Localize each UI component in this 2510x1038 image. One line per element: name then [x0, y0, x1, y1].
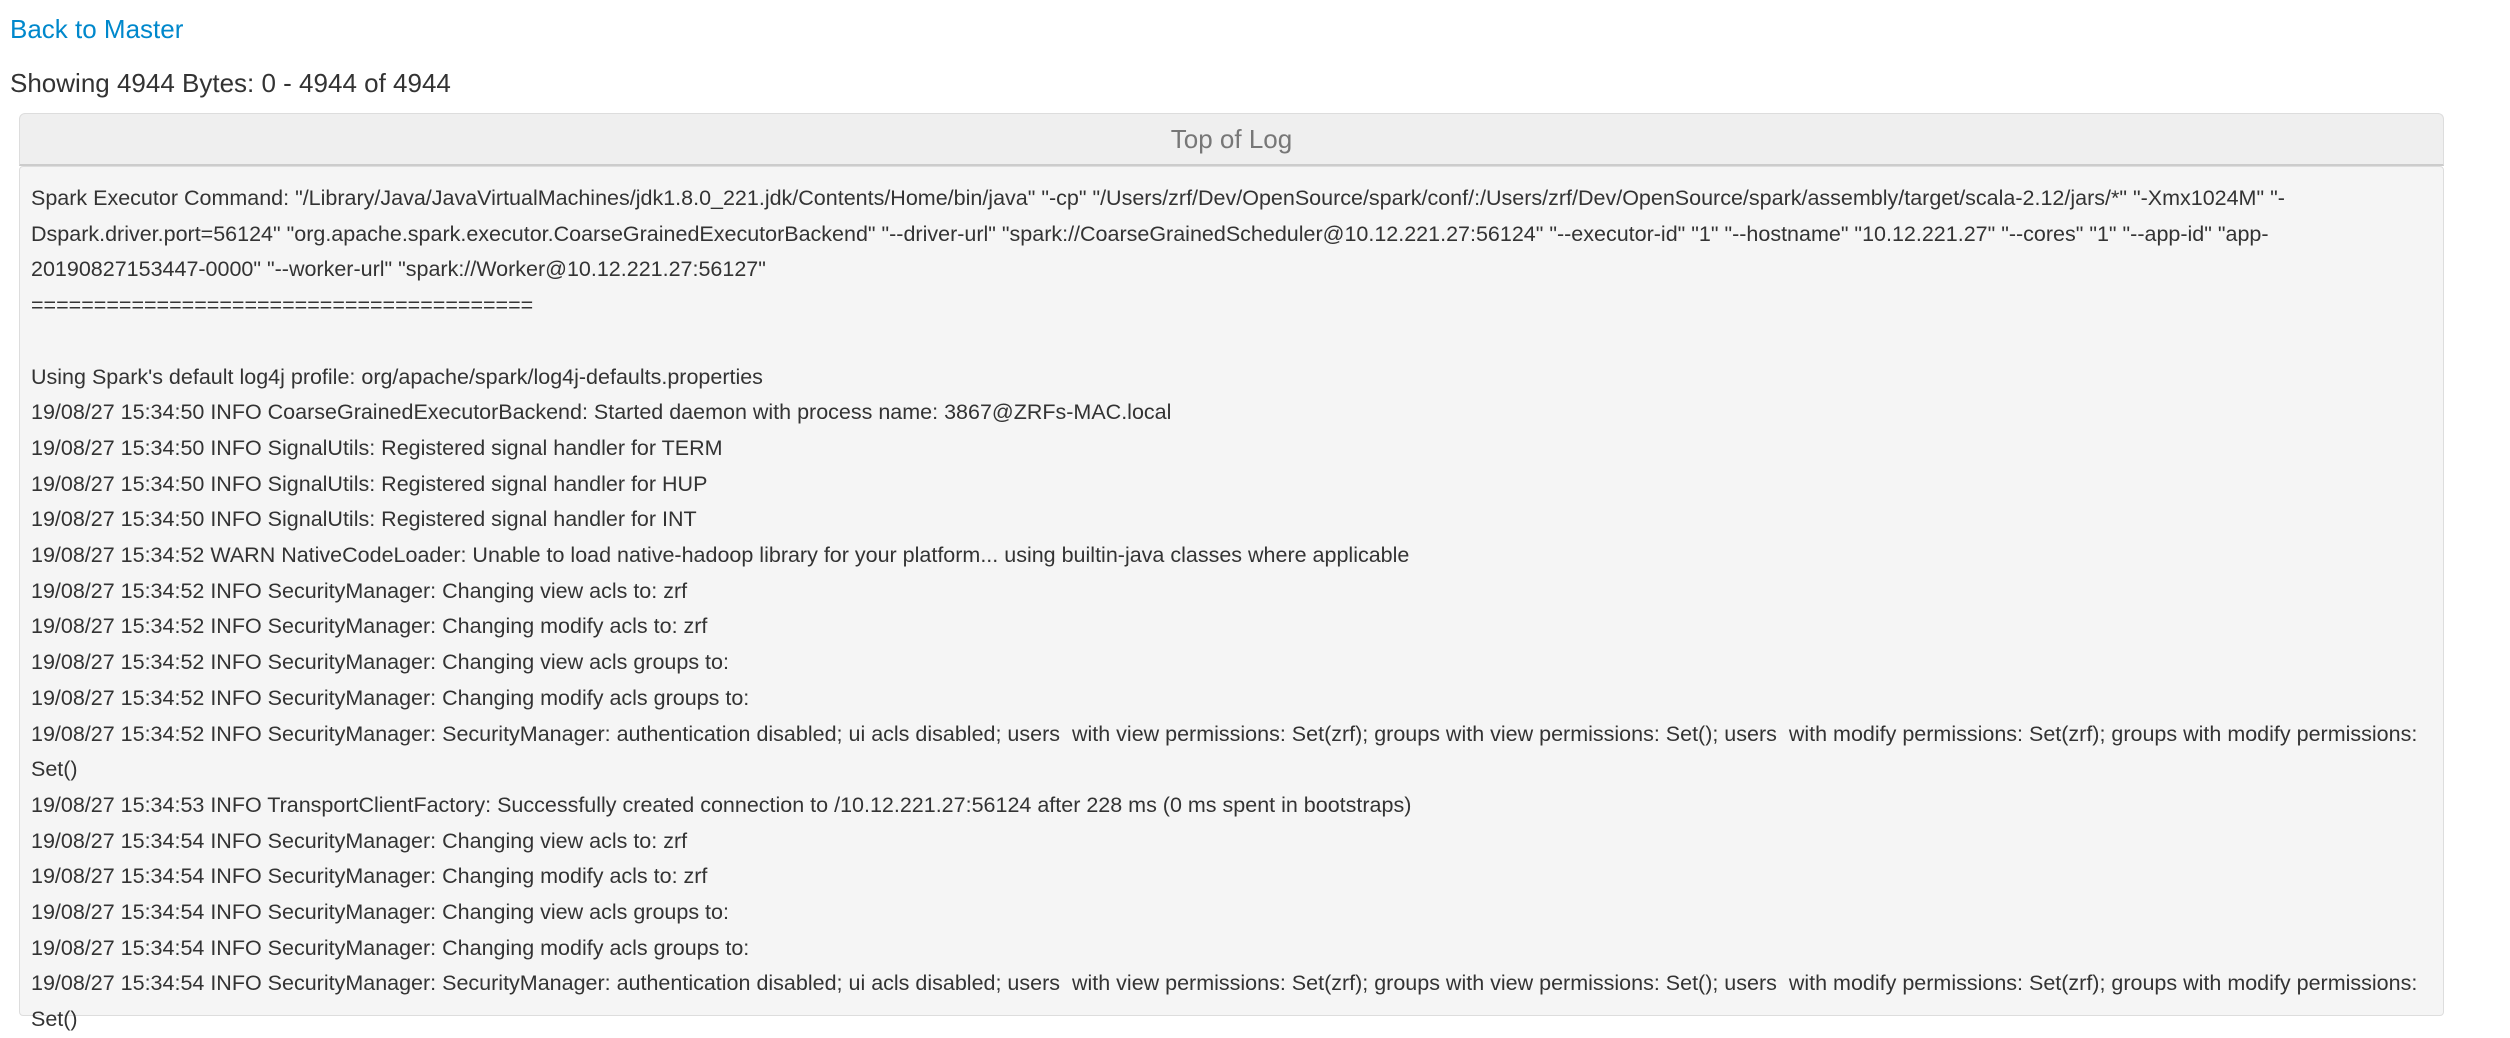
log-line: 19/08/27 15:34:52 INFO SecurityManager: Changing modify acls to: zrf — [31, 614, 708, 639]
log-line: 19/08/27 15:34:54 INFO SecurityManager: Changing view acls to: zrf — [31, 828, 688, 853]
log-line: Using Spark's default log4j profile: org/apache/spark/log4j-defaults.properties — [31, 364, 763, 389]
log-line: Spark Executor Command: "/Library/Java/JavaVirtualMachines/jdk1.8.0_221.jdk/Contents/Home/bin/java" "-cp" "/Users/zrf/Dev/OpenSource/spark/conf/:/Users/zrf/Dev/OpenSource/spark/assembly/target/scala-2.12/jars/*" "-Xmx1024M" "-Dspark.driver.port=56124" "org.apache.spark.executor.CoarseGrainedExecutorBackend" "--driver-url" "spark://CoarseGrainedScheduler@10.12.221.27:56124" "--executor-id" "1" "--hostname" "10.12.221.27" "--cores" "1" "--app-id" "app-20190827153447-0000" "--worker-url" "spark://Worker@10.12.221.27:56127" — [31, 186, 2285, 282]
log-line: 19/08/27 15:34:50 INFO SignalUtils: Registered signal handler for HUP — [31, 471, 708, 496]
log-line — [31, 324, 2432, 360]
log-line: 19/08/27 15:34:52 WARN NativeCodeLoader: Unable to load native-hadoop library for your platform... using builtin-java classes where applicable — [31, 543, 1410, 568]
log-content — [19, 166, 2444, 1032]
log-line: 19/08/27 15:34:54 INFO SecurityManager: Changing modify acls to: zrf — [31, 864, 708, 889]
log-line: 19/08/27 15:34:52 INFO SecurityManager: Changing view acls to: zrf — [31, 578, 688, 603]
back-to-master-link[interactable]: Back to Master — [10, 14, 184, 44]
log-line: 19/08/27 15:34:53 INFO TransportClientFactory: Successfully created connection to /10.12.221.27:56124 after 228 ms (0 ms spent in bootstraps) — [31, 792, 1412, 817]
log-line: ======================================== — [31, 293, 534, 318]
log-line: 19/08/27 15:34:54 INFO SecurityManager: SecurityManager: authentication disabled; ui acls disabled; users with view permissions: Set(zrf); groups with view permissions: Set(); users with modify permissions: Set(zrf); groups with modify permissions: Set() — [31, 971, 2424, 1032]
top-of-log-label: Top of Log — [1170, 123, 1293, 154]
log-line: 19/08/27 15:34:54 INFO SecurityManager: Changing modify acls groups to: — [31, 935, 756, 960]
log-line: 19/08/27 15:34:54 INFO SecurityManager: Changing view acls groups to: — [31, 900, 735, 925]
top-of-log-button[interactable] — [19, 113, 2444, 166]
log-line: 19/08/27 15:34:52 INFO SecurityManager: Changing modify acls groups to: — [31, 685, 756, 710]
log-line: 19/08/27 15:34:50 INFO SignalUtils: Registered signal handler for TERM — [31, 435, 723, 460]
log-line: 19/08/27 15:34:50 INFO CoarseGrainedExecutorBackend: Started daemon with process name: 3867@ZRFs-MAC.local — [31, 400, 1172, 425]
log-line: 19/08/27 15:34:52 INFO SecurityManager: Changing view acls groups to: — [31, 650, 735, 675]
log-line: 19/08/27 15:34:52 INFO SecurityManager: SecurityManager: authentication disabled; ui acls disabled; users with view permissions: Set(zrf); groups with view permissions: Set(); users with modify permissions: Set(zrf); groups with modify permissions: Set() — [31, 721, 2424, 782]
log-line: 19/08/27 15:34:50 INFO SignalUtils: Registered signal handler for INT — [31, 507, 697, 532]
byte-range-status: Showing 4944 Bytes: 0 - 4944 of 4944 — [10, 68, 451, 98]
